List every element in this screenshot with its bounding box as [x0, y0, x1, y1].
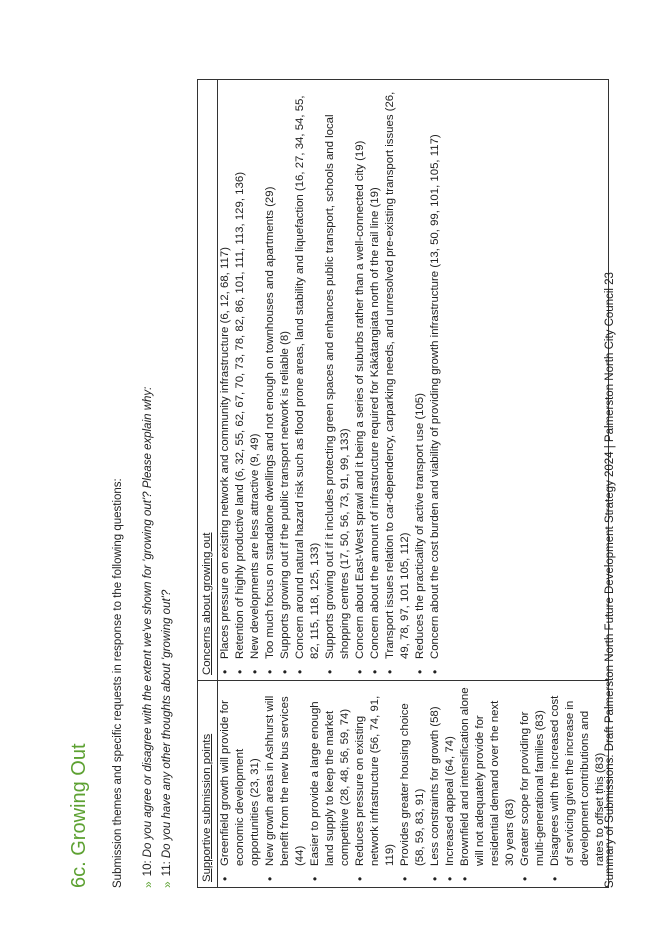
supportive-cell [218, 681, 609, 888]
question-10 [141, 387, 155, 888]
list-item: • Concern around natural hazard risk such as flood prone areas, land stability and liquefaction (16, 27, 34, 54, 55, 82, 115, 118, 125, 133) [293, 84, 323, 680]
section-heading: 6c. Growing Out [68, 743, 90, 888]
concerns-cell [218, 80, 609, 681]
submissions-table [197, 79, 609, 888]
list-item: • Places pressure on existing network and community infrastructure (6, 12, 68, 117) [218, 84, 233, 680]
supportive-header: Supportive submission points [198, 681, 218, 888]
table-body-row [218, 80, 609, 888]
question-11 [160, 590, 174, 888]
question-text: Do you have any other thoughts about 'growing out'? [161, 589, 173, 859]
double-chevron-right-icon: » [160, 884, 174, 888]
concerns-header: Concerns about growing out [198, 80, 218, 681]
supportive-list [218, 681, 608, 887]
list-item: • Retention of highly productive land (6, 32, 55, 62, 67, 70, 73, 78, 82, 86, 101, 111, 113, 129, 136) [233, 84, 248, 680]
list-item: • Easier to provide a large enough land supply to keep the market competitive (28, 48, 56, 59, 74) [308, 685, 353, 887]
list-item: • Concern about the cost burden and viability of providing growth infrastructure (13, 50, 99, 101, 105, 117) [428, 84, 443, 680]
list-item: • Greenfield growth will provide for economic development opportunities (23, 31) [218, 685, 263, 887]
intro-text: Submission themes and specific requests in response to the following questions: [112, 478, 124, 888]
list-item: • Less constraints for growth (58) [428, 685, 443, 887]
table-header-row [198, 80, 218, 888]
concerns-list [218, 80, 443, 680]
list-item: • Transport issues relation to car-dependency, carparking needs, and unresolved pre-existing transport issues (26, 49, 78, 97, 101 105, 112) [383, 84, 413, 680]
list-item: • New developments are less attractive (9, 49) [248, 84, 263, 680]
list-item: • Concern about East-West sprawl and it being a series of suburbs rather than a well-connected city (19) [353, 84, 368, 680]
question-text: Do you agree or disagree with the extent we've shown for 'growing out'? Please explain why: [142, 386, 154, 858]
list-item: • Reduces pressure on existing network infrastructure (56, 74, 91, 119) [353, 685, 398, 887]
page-footer: Summary of Submissions: Draft Palmerston North Future Development Strategy 2024 | Palmerston North City Council 23 [604, 272, 616, 888]
list-item: • Increased appeal (64, 74) [443, 685, 458, 887]
list-item: • Supports growing out if the public transport network is reliable (8) [278, 84, 293, 680]
list-item: • New growth areas in Ashhurst will benefit from the new bus services (44) [263, 685, 308, 887]
list-item: • Reduces the practicality of active transport use (105) [413, 84, 428, 680]
list-item: • Brownfield and intensification alone will not adequately provide for residential demand over the next 30 years (83) [458, 685, 518, 887]
double-chevron-right-icon: » [141, 884, 155, 888]
question-number: 11: [161, 861, 173, 877]
list-item: • Supports growing out if it includes protecting green spaces and enhances public transport, schools and local shopping centres (17, 50, 56, 73, 91, 99, 133) [323, 84, 353, 680]
list-item: • Provides greater housing choice (58, 59, 83, 91) [398, 685, 428, 887]
list-item: • Concern about the amount of infrastructure required for Kākātangiata north of the rail line (19) [368, 84, 383, 680]
list-item: • Too much focus on standalone dwellings and not enough on townhouses and apartments (29) [263, 84, 278, 680]
list-item: • Greater scope for providing for multi-generational families (83) [518, 685, 548, 887]
question-number: 10: [142, 860, 154, 877]
list-item: • Disagrees with the increased cost of servicing given the increase in development contributions and rates to offset this (83) [548, 685, 608, 887]
